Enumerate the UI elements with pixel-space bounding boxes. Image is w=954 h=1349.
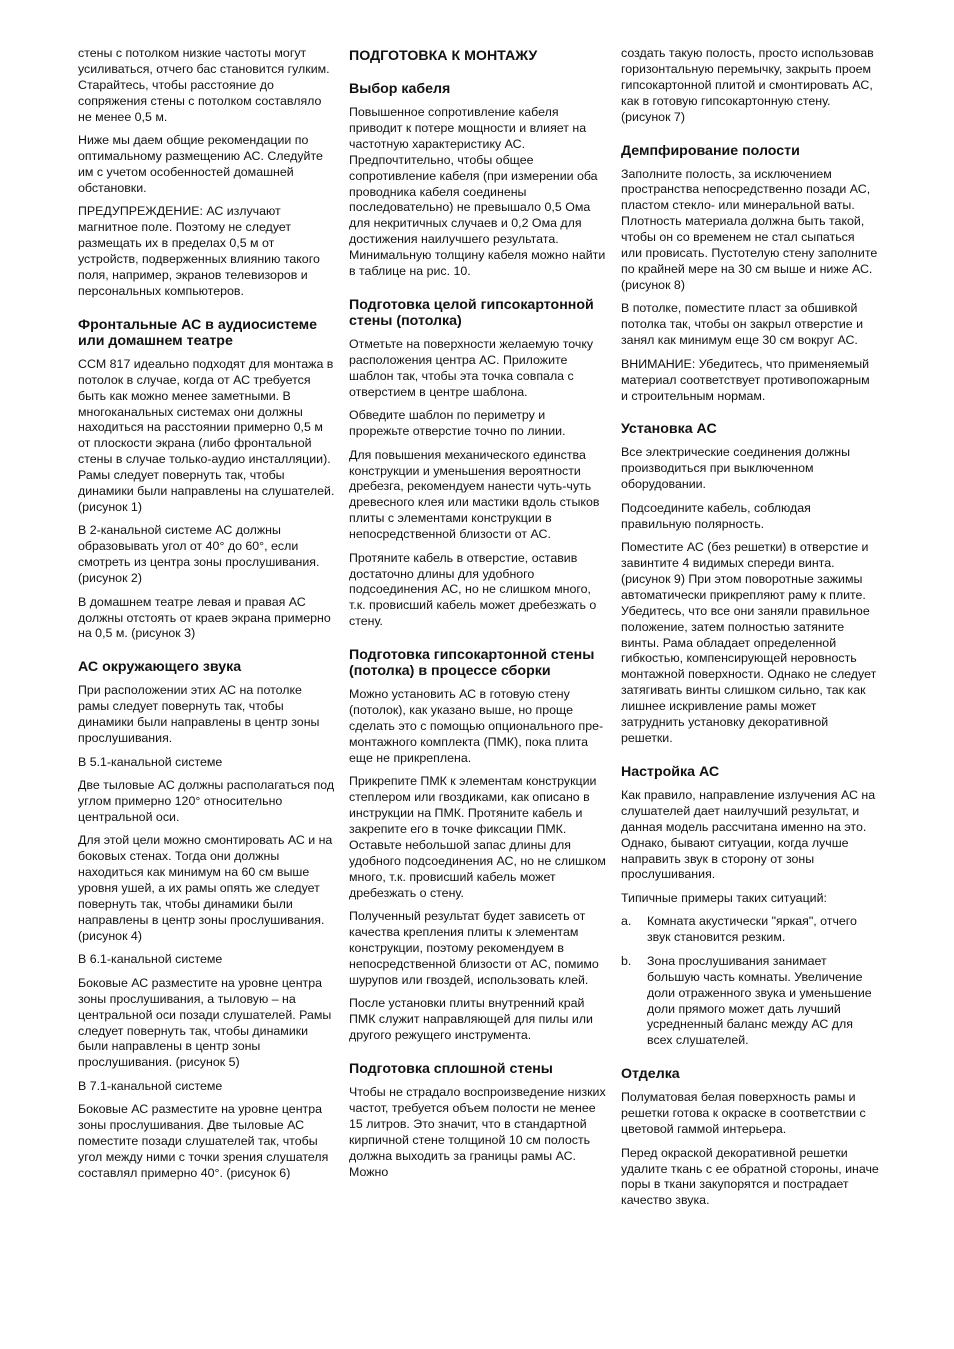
heading-surround-speakers: АС окружающего звука xyxy=(78,659,242,676)
list-item xyxy=(621,914,879,946)
column-left xyxy=(78,46,336,1190)
column-middle xyxy=(349,46,607,1188)
list-item-text: Комната акустически "яркая", отчего звук становится резким. xyxy=(647,914,857,945)
paragraph: После установки плиты внутренний край ПМК служит направляющей для пилы или другого режущего инструмента. xyxy=(349,996,593,1043)
paragraph: Можно установить АС в готовую стену (потолок), как указано выше, но проще сделать это с помощью опционального пре-монтажного комплекта (ПМК), пока плита еще не прикреплена. xyxy=(349,687,604,765)
section-title-preparation: ПОДГОТОВКА К МОНТАЖУ xyxy=(349,48,538,64)
paragraph: Перед окраской декоративной решетки удалите ткань с ее обратной стороны, иначе поры в ткани закупорятся и пострадает качество звука. xyxy=(621,1145,879,1208)
heading-solid-wall: Подготовка сплошной стены xyxy=(349,1060,553,1077)
paragraph: Полуматовая белая поверхность рамы и решетки готова к окраске в соответствии с цветовой гаммой интерьера. xyxy=(621,1090,866,1137)
paragraph: Боковые АС разместите на уровне центра зоны прослушивания. Две тыловые АС поместите позади слушателей так, чтобы угол между ними с точки зрения слушателя составлял примерно 40°. (рисунок 6) xyxy=(78,1102,329,1180)
heading-front-speakers: Фронтальные АС в аудиосистеме или домашнем театре xyxy=(78,316,318,349)
paragraph: Повышенное сопротивление кабеля приводит к потере мощности и влияет на частотную характеристику АС. Предпочтительно, чтобы общее сопротивление кабеля (при измерении оба проводника кабеля соединены последовательно) не превышало 0,5 Ома для некритичных случаев и 0,2 Ома для достижения наилучшего результата. Минимальную толщину кабеля можно найти в таблице на рис. 10. xyxy=(349,105,606,279)
paragraph: Протяните кабель в отверстие, оставив достаточно длины для удобного подсоединения АС, но не слишком много, т.к. провисший кабель может дребезжать о стену. xyxy=(349,550,597,629)
heading-tuning: Настройка АС xyxy=(621,763,720,780)
subheading-6-1: В 6.1-канальной системе xyxy=(78,952,223,967)
heading-cavity-damping: Демпфирование полости xyxy=(621,142,800,159)
paragraph: создать такую полость, просто использовав горизонтальную перемычку, закрыть проем гипсокартонной плитой и смонтировать АС, как в готовую гипсокартонную стену. (рисунок 7) xyxy=(621,46,874,124)
list-item xyxy=(621,954,879,1049)
paragraph: В 2-канальной системе АС должны образовывать угол от 40° до 60°, если смотреть из центра зоны прослушивания. (рисунок 2) xyxy=(78,523,320,586)
paragraph: Полученный результат будет зависеть от качества крепления плиты к элементам конструкции, поэтому рекомендуем в непосредственной близости от АС, помимо шурупов или гвоздей, использовать клей. xyxy=(349,909,599,987)
situations-list xyxy=(621,914,879,1049)
paragraph: В домашнем театре левая и правая АС должны отстоять от краев экрана примерно на 0,5 м. (рисунок 3) xyxy=(78,594,331,641)
column-right xyxy=(621,46,879,1217)
paragraph: Для этой цели можно смонтировать АС и на боковых стенах. Тогда они должны находиться как минимум на 60 см выше уровня ушей, а их рамы опять же следует повернуть так, чтобы динамики были направлены в центр зоны прослушивания. (рисунок 4) xyxy=(78,833,333,943)
paragraph: Боковые АС разместите на уровне центра зоны прослушивания, а тыловую – на центральной оси позади слушателей. Рамы следует повернуть так, чтобы динамики были направлены в центр зоны прослушивания. (рисунок 5) xyxy=(78,975,332,1070)
warning-paragraph: ПРЕДУПРЕЖДЕНИЕ: АС излучают магнитное поле. Поэтому не следует размещать их в пределах 0,5 м от устройств, подверженных влиянию такого поля, например, экранов телевизоров и персональных компьютеров. xyxy=(78,204,320,298)
paragraph: Типичные примеры таких ситуаций: xyxy=(621,890,827,905)
heading-cable-choice: Выбор кабеля xyxy=(349,81,451,97)
paragraph: Заполните полость, за исключением пространства непосредственно позади АС, пластом стекло- или минеральной ваты. Плотность материала должна быть такой, чтобы он со временем не стал сыпаться или провисать. Пустотелую стену заполните по крайней мере на 30 см выше и ниже АС. (рисунок 8) xyxy=(621,166,878,292)
list-marker: b. xyxy=(621,953,632,968)
paragraph: При расположении этих АС на потолке рамы следует повернуть так, чтобы динамики были направлены в центр зоны прослушивания. xyxy=(78,683,320,746)
paragraph: Как правило, направление излучения АС на слушателей дает наилучший результат, и данная модель рассчитана именно на это. Однако, бывают ситуации, когда лучше направить звук в сторону от зоны прослушивания. xyxy=(621,787,876,882)
paragraph: Прикрепите ПМК к элементам конструкции степлером или гвоздиками, как описано в инструкции на ПМК. Протяните кабель и закрепите его в точке фиксации ПМК. Оставьте небольшой запас длины для удобного подсоединения АС, но не слишком много, т.к. провисший кабель может дребезжать о стену. xyxy=(349,774,606,900)
subheading-5-1: В 5.1-канальной системе xyxy=(78,754,223,769)
heading-drywall-assembly: Подготовка гипсокартонной стены (потолка) в процессе сборки xyxy=(349,647,595,680)
subheading-7-1: В 7.1-канальной системе xyxy=(78,1078,223,1093)
paragraph: Все электрические соединения должны производиться при выключенном оборудовании. xyxy=(621,445,850,492)
paragraph: Подсоедините кабель, соблюдая правильную полярность. xyxy=(621,500,811,531)
paragraph: Ниже мы даем общие рекомендации по оптимальному размещению АС. Следуйте им с учетом особенностей домашней обстановки. xyxy=(78,133,323,195)
paragraph: Обведите шаблон по периметру и прорежьте отверстие точно по линии. xyxy=(349,408,566,439)
heading-installation: Установка АС xyxy=(621,421,717,438)
list-marker: a. xyxy=(621,914,632,929)
list-item-text: Зона прослушивания занимает большую часть комнаты. Увеличение доли отраженного звука и уменьшение доли прямого может дать лучший усредненный баланс между АС для всех слушателей. xyxy=(647,953,872,1048)
heading-whole-drywall: Подготовка целой гипсокартонной стены (потолка) xyxy=(349,296,594,329)
paragraph: Чтобы не страдало воспроизведение низких частот, требуется объем полости не менее 15 литров. Это значит, что в стандартной кирпичной стене толщиной 10 см полость должна выходить за границы рамы АС. Можно xyxy=(349,1084,606,1179)
paragraph: Для повышения механического единства конструкции и уменьшения вероятности дребезга, рекомендуем нанести чуть-чуть древесного клея или мастики вдоль стыков плиты с элементами конструкции в непосредственной близости от АС. xyxy=(349,447,600,542)
paragraph: стены с потолком низкие частоты могут усиливаться, отчего бас становится гулким. Старайтесь, чтобы расстояние до сопряжения стены с потолком составляло не менее 0,5 м. xyxy=(78,46,330,124)
paragraph: CCM 817 идеально подходят для монтажа в потолок в случае, когда от АС требуется быть как можно менее заметными. В многоканальных системах они должны находиться на расстоянии примерно 0,5 м от плоскости экрана (либо фронтальной стены в случае только-аудио инсталляции). Рамы следует повернуть так, чтобы динамики были направлены на слушателей. (рисунок 1) xyxy=(78,356,335,514)
paragraph: В потолке, поместите пласт за обшивкой потолка так, чтобы он закрыл отверстие и занял как минимум еще 30 см вокруг АС. xyxy=(621,301,864,348)
paragraph: Две тыловые АС должны располагаться под углом примерно 120° относительно центральной оси. xyxy=(78,778,335,824)
attention-paragraph: ВНИМАНИЕ: Убедитесь, что применяемый материал соответствует противопожарным и строительным нормам. xyxy=(621,356,870,403)
paragraph: Отметьте на поверхности желаемую точку расположения центра АС. Приложите шаблон так, чтобы эта точка совпала с отверстием в центре шаблона. xyxy=(349,336,594,399)
heading-finishing: Отделка xyxy=(621,1066,680,1083)
paragraph: Поместите АС (без решетки) в отверстие и завинтите 4 видимых спереди винта. (рисунок 9) При этом поворотные зажимы автоматически прикрепляют раму к плите. Убедитесь, что все они заняли правильное положение, затем полностью затяните винты. Рама обладает определенной гибкостью, компенсирующей неровность монтажной поверхности. Однако не следует затягивать винты слишком сильно, так как лишнее искривление рамы может затруднить установку декоративной решетки. xyxy=(621,540,877,745)
